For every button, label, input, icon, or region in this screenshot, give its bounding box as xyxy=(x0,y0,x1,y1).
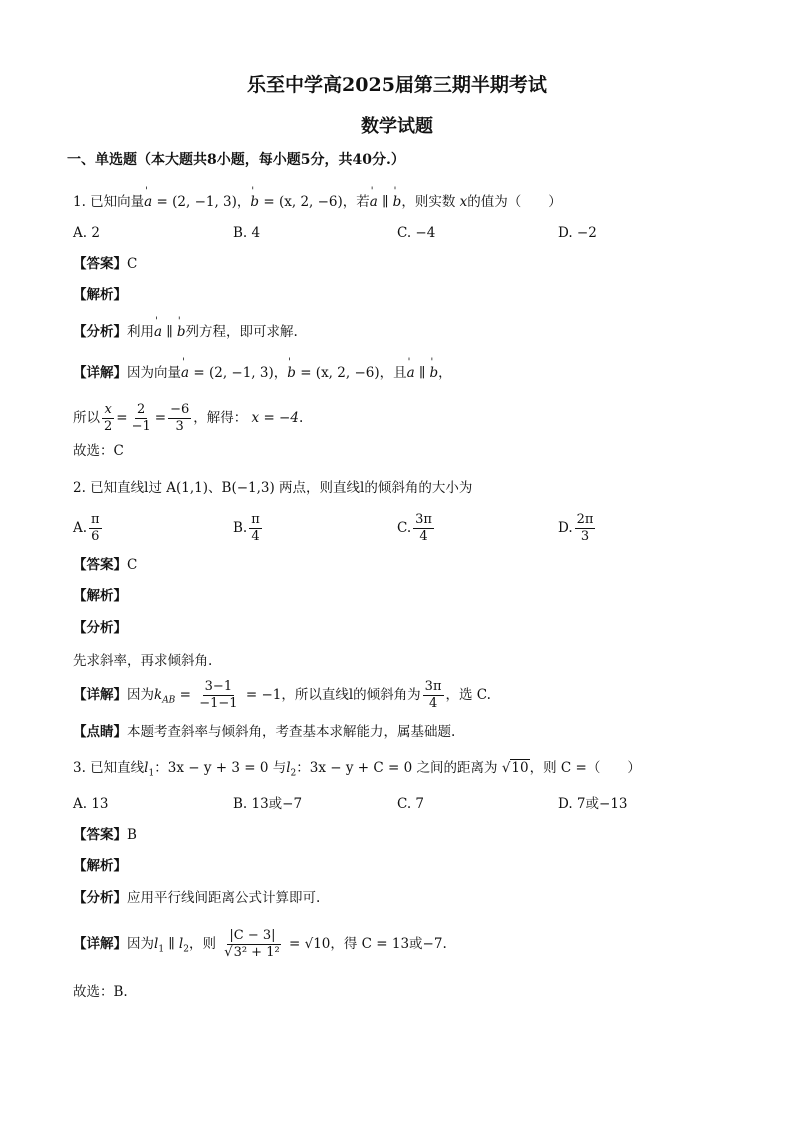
q3-choose: 故选：B. xyxy=(73,984,128,1000)
q2-dianjing: 【点睛】本题考查斜率与倾斜角，考查基本求解能力，属基础题. xyxy=(73,724,456,740)
q3-option-c: C. 7 xyxy=(397,796,425,812)
q3-stem: 3. 已知直线$l_1$：3x − y + 3 = 0 与$l_2$：3x − y + C = 0 之间的距离为 √10，则 C =（ ） xyxy=(73,760,641,779)
q1-analysis-label: 【解析】 xyxy=(73,287,127,303)
q1-option-a: A. 2 xyxy=(73,225,100,241)
q1-choose: 故选：C xyxy=(73,443,124,459)
q1-answer: 【答案】C xyxy=(73,256,138,272)
q1-fenxi: 【分析】利用' a ∥ ' b列方程，即可求解. xyxy=(73,322,754,342)
q1-option-d: D. −2 xyxy=(558,225,597,241)
q2-fenxi-text: 先求斜率，再求倾斜角. xyxy=(73,653,213,669)
q2-option-a: A. $\frac{\pi}{6}$ xyxy=(73,512,100,544)
q2-detail: 【详解】因为$k_{AB}$ = $\frac{3-1}{-1-1}$ = −1，所以直线l的倾斜角为 $\frac{3\pi}{4}$ ，选 C. xyxy=(73,679,491,711)
exam-title: 乐至中学高2025届第三期半期考试 xyxy=(247,74,547,96)
q3-answer: 【答案】B xyxy=(73,827,137,843)
q2-option-d: D. $\frac{2\pi}{3}$ xyxy=(558,512,594,544)
q2-answer: 【答案】C xyxy=(73,557,138,573)
q2-option-c: C. $\frac{3\pi}{4}$ xyxy=(397,512,432,544)
q1-detail: 【详解】因为向量' a = (2, −1, 3)，' b = (x, 2, −6)，且' a ∥ ' b， xyxy=(73,363,754,383)
q3-detail: 【详解】因为$l_1$ ∥ $l_2$，则 $\frac{|C - 3|}{\text{√3² + 1²}}$ = √10，得 C = 13或−7. xyxy=(73,928,447,960)
q3-option-b: B. 13或−7 xyxy=(233,796,303,812)
q1-so: 所以 $\frac{x}{2}$ = $\frac{2}{-1}$ = $\frac{-6}{3}$ ，解得： x = −4. xyxy=(73,402,304,434)
q3-option-d: D. 7或−13 xyxy=(558,796,628,812)
q3-option-a: A. 13 xyxy=(73,796,109,812)
q3-analysis-label: 【解析】 xyxy=(73,858,127,874)
q2-option-b: B. $\frac{\pi}{4}$ xyxy=(233,512,260,544)
q1-stem: 1. 已知向量' a = (2, −1, 3)，' b = (x, 2, −6)，若' a ∥ ' b，则实数 x的值为（ ） xyxy=(73,192,754,212)
exam-subtitle: 数学试题 xyxy=(361,116,433,137)
q2-fenxi-label: 【分析】 xyxy=(73,620,127,636)
q1-option-c: C. −4 xyxy=(397,225,436,241)
q1-option-b: B. 4 xyxy=(233,225,261,241)
q3-fenxi: 【分析】应用平行线间距离公式计算即可. xyxy=(73,890,321,906)
q2-analysis-label: 【解析】 xyxy=(73,588,127,604)
section-header: 一、单选题（本大题共8小题，每小题5分，共40分.） xyxy=(67,152,405,168)
q2-stem: 2. 已知直线l过 A(1,1)、B(−1,3) 两点，则直线l的倾斜角的大小为 xyxy=(73,480,473,496)
